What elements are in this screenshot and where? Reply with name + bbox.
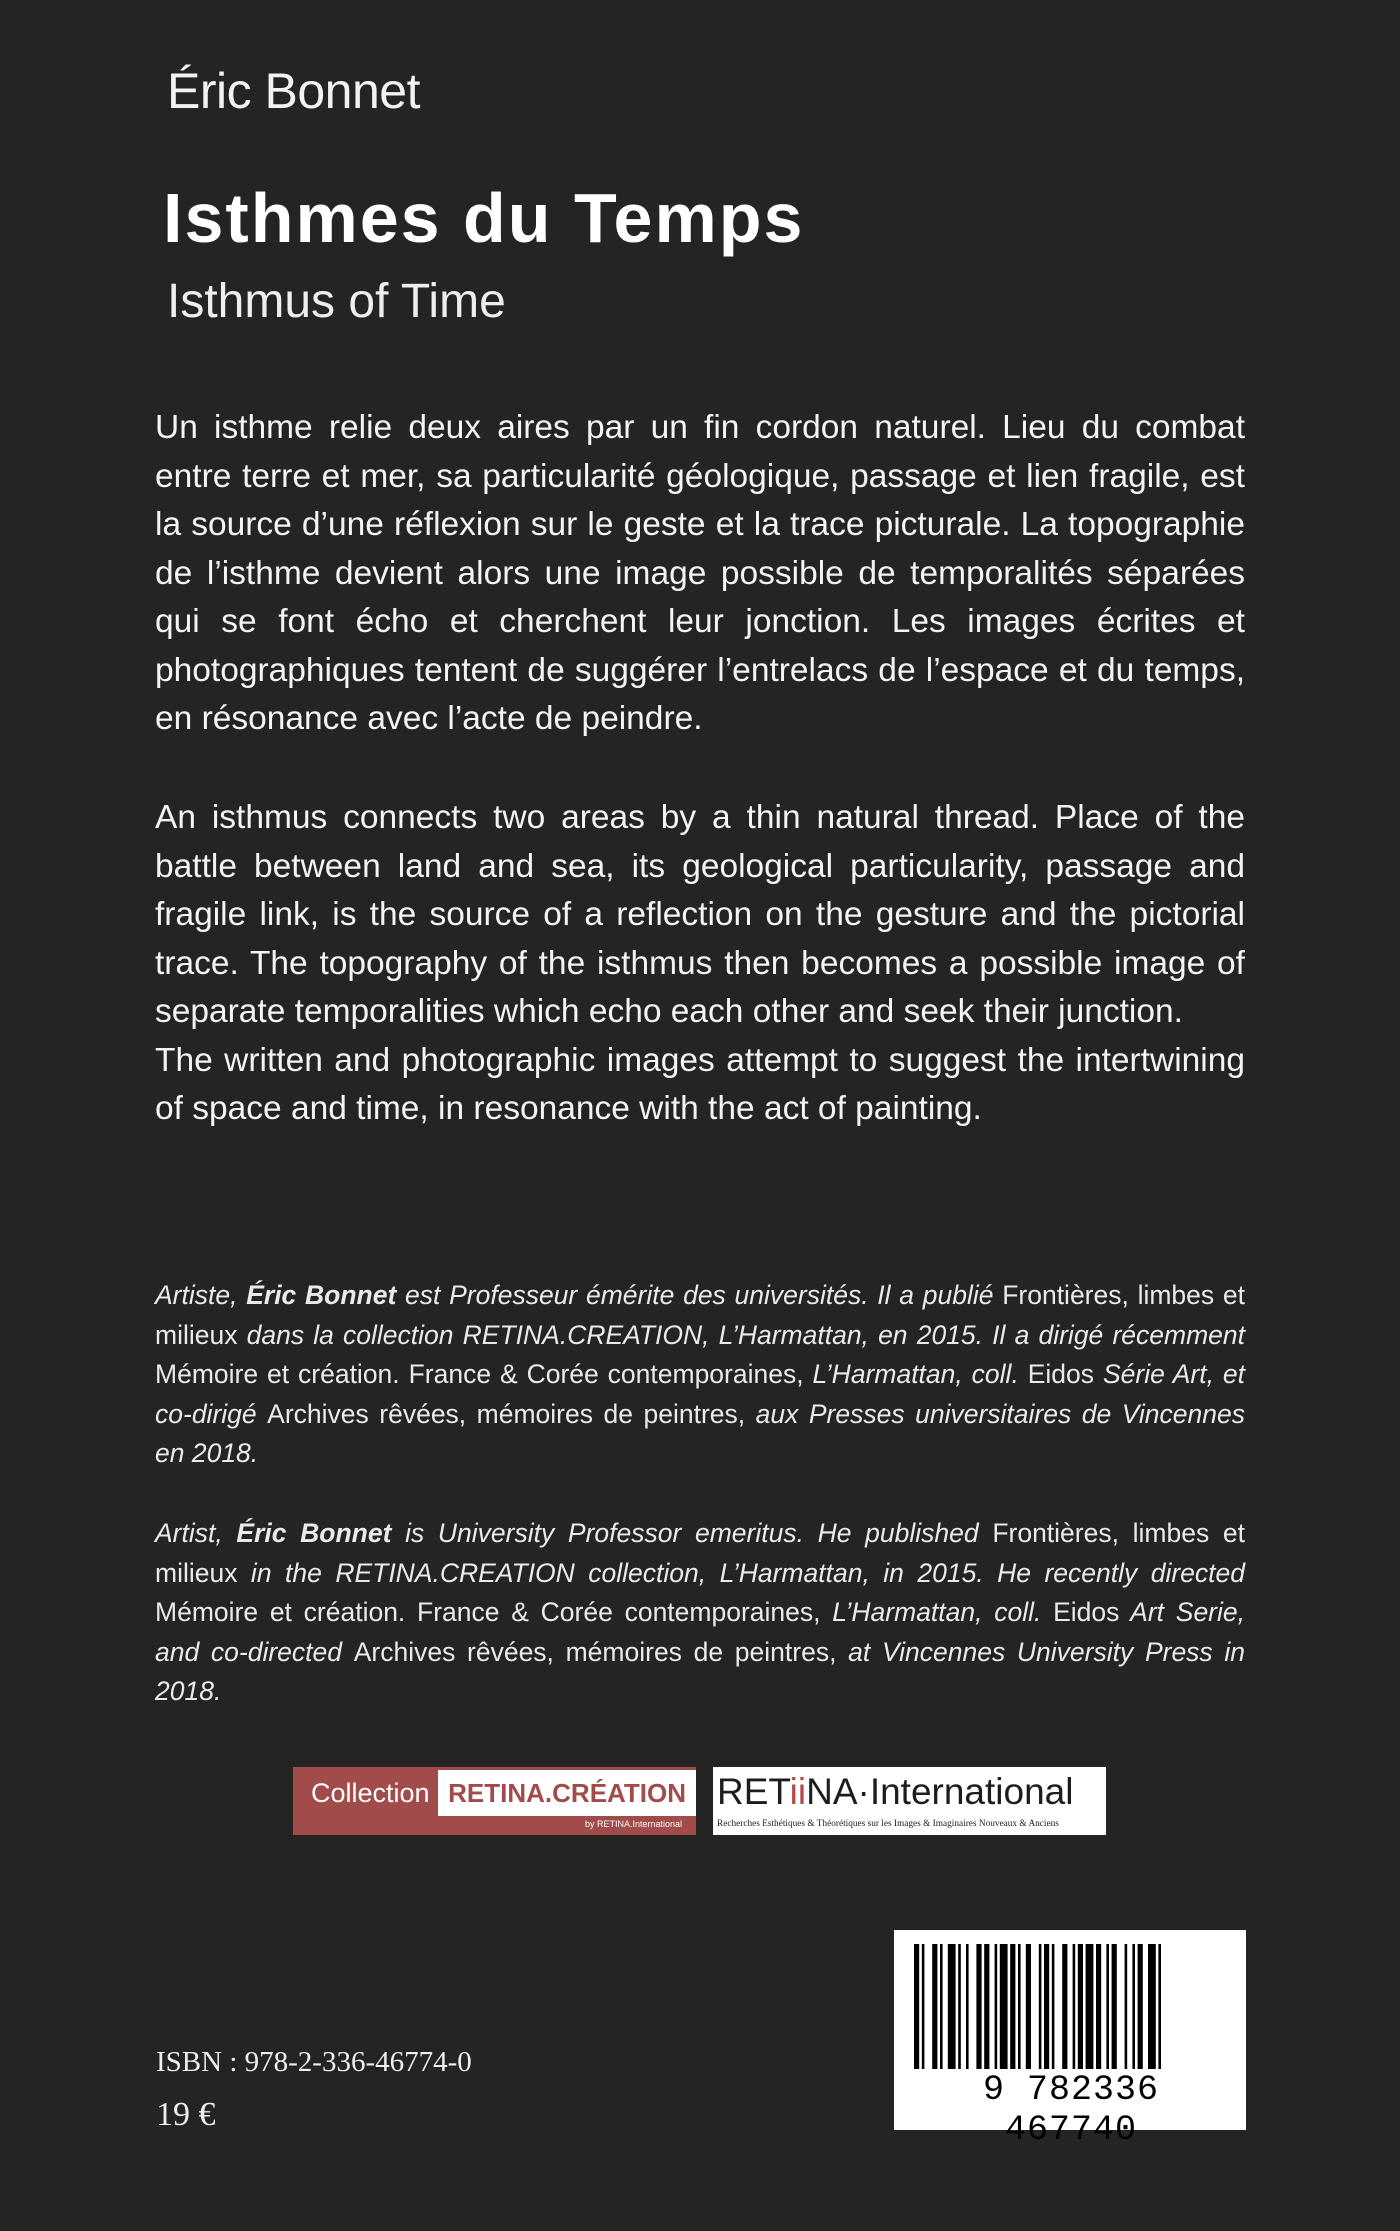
barcode-digits: 9 782336 467740 — [982, 2070, 1160, 2150]
barcode-bar — [1010, 1944, 1015, 2069]
bio-text: at Vincennes University Press in 2018. — [155, 1636, 1245, 1706]
barcode-bar — [958, 1944, 961, 2069]
bio-text: Artist, — [155, 1518, 237, 1548]
barcode-bar — [1158, 1944, 1161, 2069]
wordmark-part: RET — [717, 1771, 790, 1812]
wordmark-part: ii — [789, 1771, 807, 1812]
logo-retina-creation-label: RETINA.CRÉATION — [438, 1770, 696, 1816]
bio-text: dans la collection RETINA.CREATION, L’Harmattan, en 2015. Il a dirigé récemment — [237, 1319, 1245, 1350]
barcode-bar — [1026, 1944, 1031, 2069]
retina-international-wordmark — [717, 1771, 1073, 1813]
bio-book-title: Archives rêvées, mémoires de peintres, — [267, 1398, 746, 1429]
book-title: Isthmes du Temps — [163, 179, 805, 257]
barcode-bar — [1125, 1944, 1128, 2069]
logo-by-label: by RETINA.International — [584, 1819, 682, 1829]
bio-author-name: Éric Bonnet — [246, 1280, 397, 1310]
price: 19 € — [156, 2096, 216, 2133]
barcode-bar — [932, 1944, 937, 2069]
barcode-bar — [995, 1944, 998, 2069]
wordmark-part: NA·International — [806, 1771, 1074, 1812]
bio-text: in the RETINA.CREATION collection, L’Harmattan, in 2015. He recently directed — [237, 1557, 1245, 1588]
bio-book-title: Mémoire et création. France & Corée contemporaines, — [155, 1597, 821, 1627]
bio-text: est Professeur émérite des universités. Il a publié — [396, 1280, 1003, 1310]
isbn-number: ISBN : 978-2-336-46774-0 — [156, 2046, 472, 2078]
barcode-bar — [1112, 1944, 1117, 2069]
barcode-bar — [914, 1944, 919, 2069]
bio-text: aux Presses universitaires de Vincennes en 2018. — [155, 1398, 1245, 1468]
barcode-bar — [966, 1944, 969, 2069]
barcode-bar — [922, 1944, 925, 2069]
bio-collection-name: Eidos — [1027, 1359, 1095, 1389]
collection-retina-creation-logo — [293, 1767, 696, 1835]
bio-text: is University Professor emeritus. He published — [391, 1518, 993, 1548]
barcode-bar — [1096, 1944, 1101, 2069]
barcode-bar — [976, 1944, 981, 2069]
bio-text: Série Art, et co-dirigé — [155, 1359, 1246, 1429]
bio-book-title: Frontières, limbes et milieux — [155, 1280, 1245, 1350]
english-summary — [155, 794, 1245, 1134]
barcode-bar — [1138, 1944, 1143, 2069]
bio-text: L’Harmattan, coll. — [803, 1359, 1028, 1389]
bio-book-title: Frontières, limbes et milieux — [155, 1518, 1245, 1588]
barcode-bar — [948, 1944, 956, 2069]
barcode-bar — [1132, 1944, 1135, 2069]
author-bio-french — [155, 1276, 1245, 1474]
barcode-bar — [1039, 1944, 1042, 2069]
english-summary-paragraph-2: The written and photographic images attempt to suggest the intertwining of space and time, in resonance with the act of painting. — [155, 1041, 1245, 1127]
bio-text: Art Serie, and co-directed — [155, 1597, 1245, 1667]
barcode-bar — [940, 1944, 943, 2069]
book-subtitle: Isthmus of Time — [167, 275, 506, 328]
barcode-bar — [1148, 1944, 1156, 2069]
barcode-bar — [1018, 1944, 1021, 2069]
barcode-bar — [1044, 1944, 1049, 2069]
barcode-bar — [984, 1944, 989, 2069]
bio-author-name: Éric Bonnet — [236, 1518, 392, 1548]
barcode-bar — [1062, 1944, 1067, 2069]
barcode-bar — [1086, 1944, 1094, 2069]
barcode-bar — [1078, 1944, 1083, 2069]
barcode-bar — [1073, 1944, 1076, 2069]
barcode-bar — [1000, 1944, 1008, 2069]
french-summary: Un isthme relie deux aires par un fin cordon naturel. Lieu du combat entre terre et mer, sa particularité géologique, passage et lien fragile, est la source d’une réflexion sur le geste et la trace picturale. La topographie de l’isthme devient alors une image possible de temporalités séparées qui se font écho et cherchent leur jonction. Les images écrites et photographiques tentent de suggérer l’entrelacs de l’espace et du temps, en résonance avec l’acte de peindre. — [155, 409, 1245, 737]
author-name: Éric Bonnet — [167, 63, 420, 119]
bio-text: L’Harmattan, coll. — [820, 1597, 1054, 1627]
isbn-barcode — [894, 1930, 1246, 2150]
bio-book-title: Archives rêvées, mémoires de peintres, — [353, 1636, 837, 1667]
bio-collection-name: Eidos — [1053, 1597, 1120, 1627]
author-bio-english — [155, 1514, 1245, 1712]
logo-collection-label: Collection — [311, 1777, 430, 1808]
bio-text: Artiste, — [155, 1280, 247, 1310]
retina-tagline: Recherches Esthétiques & Théorétiques sur les Images & Imaginaires Nouveaux & Anciens — [717, 1819, 1059, 1829]
english-summary-paragraph-1: An isthmus connects two areas by a thin natural thread. Place of the battle between land and sea, its geological particularity, passage and fragile link, is the source of a reflection on the gesture and the pictorial trace. The topography of the isthmus then becomes a possible image of separate temporalities which echo each other and seek their junction. — [155, 799, 1245, 1030]
barcode-bar — [1106, 1944, 1109, 2069]
barcode-bar — [1052, 1944, 1055, 2069]
bio-book-title: Mémoire et création. France & Corée contemporaines, — [155, 1359, 804, 1389]
retina-international-logo — [713, 1767, 1106, 1835]
barcode-bars — [910, 1944, 1232, 2069]
